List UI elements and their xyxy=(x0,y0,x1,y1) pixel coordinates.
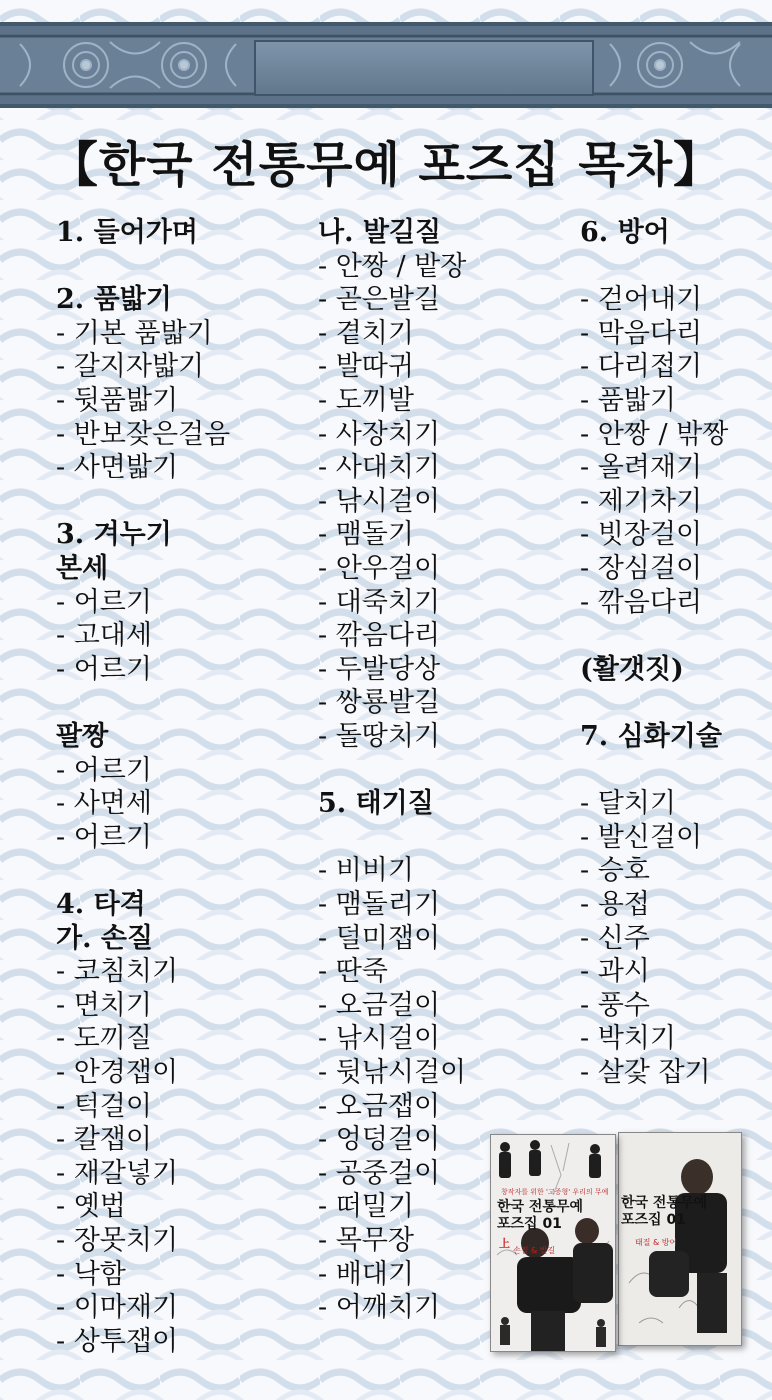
toc-item: - 옛법 xyxy=(56,1191,126,1222)
banner-center-panel xyxy=(254,40,594,96)
toc-item: - 이마재기 xyxy=(56,1292,179,1323)
toc-item: - 안경잽이 xyxy=(56,1057,179,1088)
toc-item: - 장심걸이 xyxy=(580,553,703,584)
toc-item: - 재갈넣기 xyxy=(56,1158,179,1189)
toc-item: - 살갗 잡기 xyxy=(580,1057,711,1088)
book-cover-front xyxy=(490,1134,616,1352)
toc-item: - 제기차기 xyxy=(580,486,703,517)
toc-item: - 어깨치기 xyxy=(318,1292,441,1323)
toc-item: - 기본 품밟기 xyxy=(56,318,213,349)
toc-item: - 어르기 xyxy=(56,822,152,853)
toc-item: - 용접 xyxy=(580,889,650,920)
section-heading: 4. 타격 xyxy=(56,889,146,920)
toc-item: - 사장치기 xyxy=(318,419,441,450)
toc-item: - 과시 xyxy=(580,956,650,987)
toc-item: - 덜미잽이 xyxy=(318,923,441,954)
toc-item: - 도끼질 xyxy=(56,1023,152,1054)
toc-item: - 낙함 xyxy=(56,1259,126,1290)
toc-item: - 올려재기 xyxy=(580,452,703,483)
front-book-title-1: 한국 전통무예 xyxy=(497,1199,584,1215)
toc-item: - 갈지자밟기 xyxy=(56,351,205,382)
front-book-title-2: 포즈집 01 xyxy=(497,1216,562,1232)
toc-item: - 곁치기 xyxy=(318,318,414,349)
toc-item: - 오금잽이 xyxy=(318,1091,441,1122)
toc-item: - 깎음다리 xyxy=(580,587,703,618)
toc-item: - 대죽치기 xyxy=(318,587,441,618)
toc-item: - 반보잦은걸음 xyxy=(56,419,231,450)
toc-item: - 낚시걸이 xyxy=(318,1023,441,1054)
section-heading: 3. 겨누기 xyxy=(56,519,172,550)
book-cover-back xyxy=(618,1132,742,1346)
section-heading: 5. 태기질 xyxy=(318,788,434,819)
toc-item: - 발따귀 xyxy=(318,351,414,382)
section-heading: 7. 심화기술 xyxy=(580,721,722,752)
toc-item: - 칼잽이 xyxy=(56,1124,152,1155)
toc-item: - 다리접기 xyxy=(580,351,703,382)
toc-item: - 낚시걸이 xyxy=(318,486,441,517)
toc-item: - 발신걸이 xyxy=(580,822,703,853)
toc-item: - 고대세 xyxy=(56,620,152,651)
toc-item: - 두발당상 xyxy=(318,654,441,685)
toc-item: - 목무장 xyxy=(318,1225,414,1256)
toc-item: - 상투잽이 xyxy=(56,1326,179,1357)
back-book-title-1: 한국 전통무예 xyxy=(621,1195,708,1211)
toc-item: - 배대기 xyxy=(318,1259,414,1290)
section-heading: 나. 발길질 xyxy=(318,217,442,248)
toc-item: - 쌍룡발길 xyxy=(318,687,441,718)
toc-item: - 풍수 xyxy=(580,990,650,1021)
section-heading: 6. 방어 xyxy=(580,217,670,248)
toc-item: - 뒷낚시걸이 xyxy=(318,1057,467,1088)
section-heading: 본세 xyxy=(56,553,109,584)
toc-item: - 뒷품밟기 xyxy=(56,385,179,416)
ornamental-banner xyxy=(0,22,772,108)
section-heading: 가. 손질 xyxy=(56,923,154,954)
toc-item: - 코침치기 xyxy=(56,956,179,987)
section-heading: 2. 품밟기 xyxy=(56,284,172,315)
toc-item: - 면치기 xyxy=(56,990,152,1021)
toc-item: - 안짱 / 밖짱 xyxy=(580,419,729,450)
page-title: 【한국 전통무예 포즈집 목차】 xyxy=(49,137,723,193)
toc-item: - 사면밟기 xyxy=(56,452,179,483)
toc-item: - 품밟기 xyxy=(580,385,676,416)
toc-item: - 막음다리 xyxy=(580,318,703,349)
toc-item: - 딴죽 xyxy=(318,956,388,987)
section-heading: 1. 들어가며 xyxy=(56,217,198,248)
toc-item: - 비비기 xyxy=(318,855,414,886)
section-heading: (활갯짓) xyxy=(580,654,684,685)
front-book-volume: 上 xyxy=(499,1237,510,1250)
toc-item: - 돌땅치기 xyxy=(318,721,441,752)
toc-item: - 신주 xyxy=(580,923,650,954)
toc-item: - 맴돌리기 xyxy=(318,889,441,920)
front-book-kicker: 창작자를 위한 '고증형' 우리의 무예 xyxy=(501,1188,609,1196)
front-book-subtitle: 손질 & 발길 xyxy=(513,1246,556,1255)
toc-item: - 도끼발 xyxy=(318,385,414,416)
book-covers xyxy=(488,1128,758,1358)
toc-item: - 어르기 xyxy=(56,654,152,685)
toc-item: - 엉덩걸이 xyxy=(318,1124,441,1155)
toc-item: - 어르기 xyxy=(56,587,152,618)
toc-item: - 깎음다리 xyxy=(318,620,441,651)
toc-item: - 곧은발길 xyxy=(318,284,441,315)
toc-item: - 어르기 xyxy=(56,755,152,786)
toc-item: - 오금걸이 xyxy=(318,990,441,1021)
toc-item: - 빗장걸이 xyxy=(580,519,703,550)
section-heading: 팔짱 xyxy=(56,721,109,752)
toc-item: - 사면세 xyxy=(56,788,152,819)
toc-item: - 걷어내기 xyxy=(580,284,703,315)
toc-item: - 승호 xyxy=(580,855,650,886)
toc-item: - 달치기 xyxy=(580,788,676,819)
toc-item: - 장못치기 xyxy=(56,1225,179,1256)
back-book-subtitle: 태질 & 방어 xyxy=(635,1238,678,1247)
toc-item: - 안짱 / 밭장 xyxy=(318,251,467,282)
toc-item: - 턱걸이 xyxy=(56,1091,152,1122)
toc-item: - 사대치기 xyxy=(318,452,441,483)
toc-item: - 박치기 xyxy=(580,1023,676,1054)
toc-item: - 안우걸이 xyxy=(318,553,441,584)
toc-item: - 공중걸이 xyxy=(318,1158,441,1189)
back-book-title-2: 포즈집 01 xyxy=(621,1212,686,1228)
toc-item: - 떠밀기 xyxy=(318,1191,414,1222)
toc-item: - 맴돌기 xyxy=(318,519,414,550)
